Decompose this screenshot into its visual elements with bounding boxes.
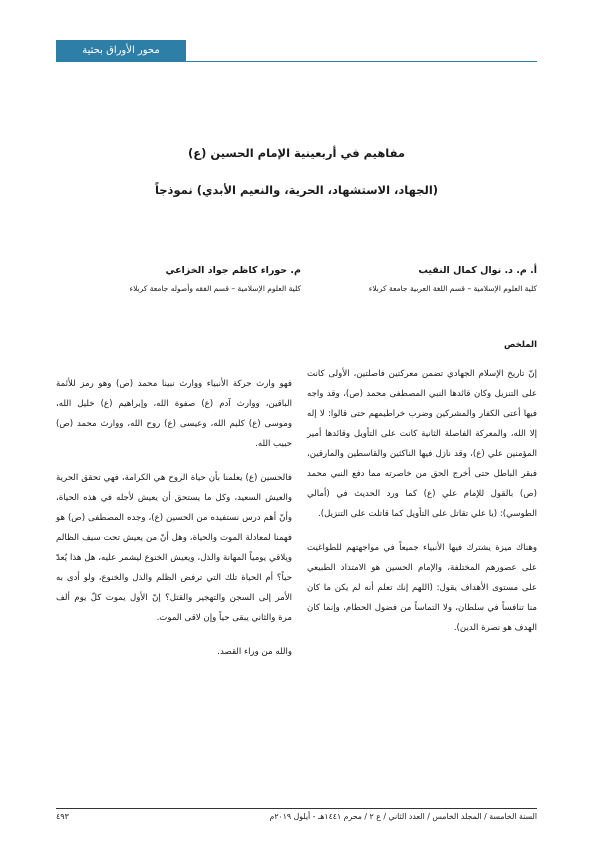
author-2-name: م. حوراء كاظم جواد الخزاعي bbox=[165, 265, 301, 276]
author-1-name: أ. م. د. نوال كمال النقيب bbox=[418, 265, 537, 276]
abstract-paragraph: فهو وارث حركة الأنبياء ووارث نبينا محمد (ص) وهو رمز للأئمة الباقين، ووارث آدم (ع) صفوة الله، وإبراهيم (ع) خليل الله، وموسى (ع) كليم الله، وعيسى (ع) روح الله، ووارث محمد (ص) حبيب الله. bbox=[56, 379, 292, 449]
abstract-paragraph: فالحسين (ع) يعلمنا بأن حياة الروح هي الكرامة، فهي تحقق الحرية والعيش السعيد، وكل ما يستحق أن يعيش لأجله في هذه الحياة، وأنّ أهم درس نستفيده من الحسين (ع)، وجده المصطفى (ص) هو فهمنا لمعادلة الموت والحياة، وهل أنّ من يعيش تحت سيف الظالم ويلاقي يومياً المهانة والذل، ويعيش الخنوع ليشمر عليه، هل هذا يُعدّ حياً؟ أم الحياة تلك التي ترفض الظلم والذل والخنوع، ولو أدى به الأمر إلى السجن والتهجير والقتل؟ إنّ الأول يموت كلّ يوم ألف مرة والثاني يبقى حياً وإن لاقى الموت. bbox=[56, 473, 292, 623]
header-rule bbox=[56, 61, 537, 62]
journal-footer bbox=[56, 812, 537, 821]
journal-info: السنة الخامسة / المجلد الخامس / العدد الثاني / ع ٢ / محرم ١٤٤١هـ - أيلول ٢٠١٩م bbox=[269, 812, 537, 821]
abstract-left-column bbox=[56, 374, 292, 676]
abstract-label: الملخص bbox=[504, 340, 537, 350]
abstract-closing: والله من وراء القصد. bbox=[217, 647, 292, 657]
footer-rule bbox=[56, 808, 537, 809]
author-1-affiliation: كلية العلوم الإسلامية – قسم اللغة العربية جامعة كربلاء bbox=[368, 284, 537, 293]
page-number-block bbox=[56, 812, 69, 821]
author-2 bbox=[56, 265, 301, 293]
abstract-right-column bbox=[307, 364, 537, 652]
author-1 bbox=[320, 265, 537, 293]
abstract-paragraph: وهناك ميزة يشترك فيها الأنبياء جميعاً في مواجهتهم للطواغيت على عصورهم المختلفة، والإمام الحسين هو الامتداد الطبيعي على مستوى الأهداف يقول: (اللهم إنك تعلم أنه لم يكن ما كان منا تنافساً في سلطان، ولا التماساً من فضول الحطام، وإنما كان الهدف هو نصرة الدين). bbox=[307, 543, 537, 633]
section-banner: محور الأوراق بحثية bbox=[56, 40, 186, 61]
paper-subtitle: (الجهاد، الاستشهاد، الحرية، والنعيم الأبدي) نموذجاً bbox=[154, 183, 439, 197]
author-2-affiliation: كلية العلوم الإسلامية – قسم الفقه وأصوله جامعة كربلاء bbox=[129, 284, 301, 293]
page-number: ٤٩٣ bbox=[56, 812, 69, 821]
abstract-paragraph: إنّ تاريخ الإسلام الجهادي تضمن معركتين فاصلتين، الأولى كانت على التنزيل وكان قائدها النبي المصطفى محمد (ص)، وقد واجه فيها أعتى الكفار والمشركين وضرب خراطيمهم حتى قالوا: لا إله إلا الله، والمعركة الفاصلة الثانية كانت على التأويل وقائدها أمير المؤمنين علي (ع)، وقد نازل فيها الناكثين والقاسطين والمارقين، فبقر الباطل حتى أخرج الحق من خاصرته مما دفع النبي محمد (ص) بالقول للإمام علي (ع) كما ورد الحديث في (أمالي الطوسي): (يا علي تقاتل على التأويل كما قاتلت على التنزيل). bbox=[307, 369, 537, 519]
paper-title: مفاهيم في أربعينية الإمام الحسين (ع) bbox=[187, 146, 406, 160]
